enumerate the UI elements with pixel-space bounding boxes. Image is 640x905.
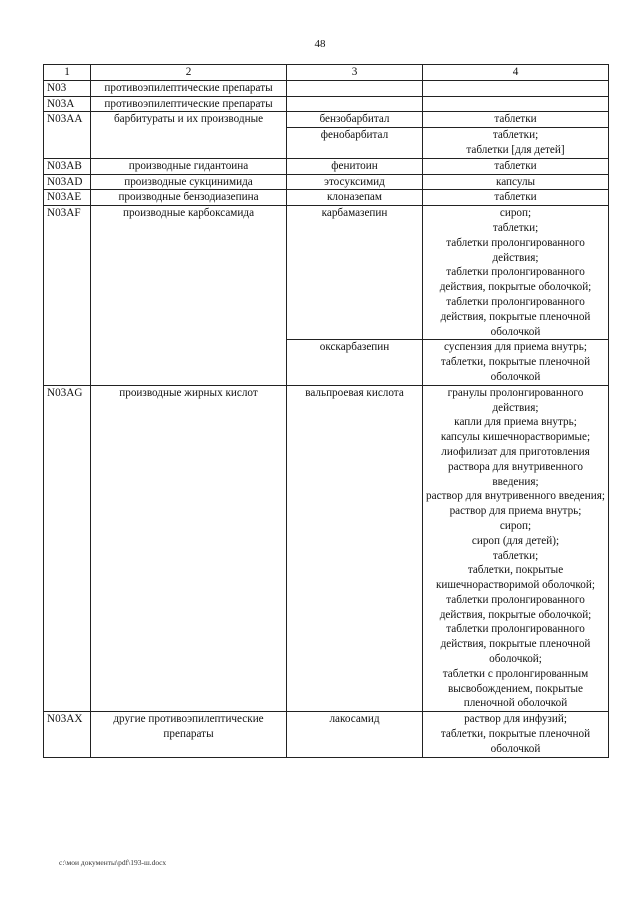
dosage-form: таблетки пролонгированного действия, покрытые пленочной оболочкой; [440, 623, 591, 666]
dosage-form: таблетки; [492, 221, 539, 234]
dosage-form: таблетки; [492, 549, 539, 562]
dosage-form: капсулы кишечнорастворимые; [440, 431, 591, 444]
group-name: производные карбоксамида [91, 206, 287, 386]
dosage-forms [423, 206, 609, 340]
atc-code: N03AE [44, 190, 91, 206]
atc-code: N03 [44, 80, 91, 96]
dosage-form: таблетки пролонгированного действия, покрытые оболочкой; [439, 266, 592, 294]
dosage-form: таблетки [494, 191, 537, 204]
dosage-forms [423, 190, 609, 206]
dosage-form: капсулы [495, 175, 536, 188]
dosage-form: раствор для внутривенного введения; раствор для приема внутрь; [426, 490, 605, 518]
drug-name: окскарбазепин [287, 340, 423, 385]
table-header-row [44, 65, 609, 81]
column-header: 2 [91, 65, 287, 81]
table-row [44, 112, 609, 128]
drug-name: вальпроевая кислота [287, 385, 423, 712]
drug-table [43, 64, 609, 758]
dosage-form: таблетки, покрытые кишечнорастворимой оболочкой; [436, 564, 595, 592]
dosage-form: таблетки, покрытые пленочной оболочкой [440, 356, 591, 383]
dosage-form: таблетки пролонгированного действия, покрытые пленочной оболочкой [440, 295, 591, 338]
dosage-form: гранулы пролонгированного действия; [447, 386, 584, 414]
dosage-forms [423, 712, 609, 757]
dosage-form: капли для приема внутрь; [454, 416, 577, 429]
dosage-form: таблетки; [492, 129, 539, 142]
group-name: противоэпилептические препараты [91, 96, 287, 112]
table-body [44, 65, 609, 758]
group-name: противоэпилептические препараты [91, 80, 287, 96]
dosage-form: таблетки, покрытые пленочной оболочкой [440, 728, 591, 755]
column-header: 4 [423, 65, 609, 81]
dosage-form: суспензия для приема внутрь; [444, 341, 587, 354]
column-header: 1 [44, 65, 91, 81]
table-row [44, 80, 609, 96]
table-row [44, 174, 609, 190]
drug-name: фенобарбитал [287, 128, 423, 159]
dosage-forms [423, 128, 609, 159]
dosage-forms [423, 80, 609, 96]
dosage-form: таблетки пролонгированного действия, покрытые оболочкой; [439, 593, 592, 621]
dosage-form: лиофилизат для приготовления раствора для внутривенного введения; [441, 445, 590, 488]
group-name: производные бензодиазепина [91, 190, 287, 206]
drug-name: этосуксимид [287, 174, 423, 190]
dosage-form: сироп; [499, 519, 532, 532]
drug-name [287, 80, 423, 96]
group-name: производные гидантоина [91, 158, 287, 174]
atc-code: N03AB [44, 158, 91, 174]
dosage-forms [423, 96, 609, 112]
file-path-footer: c:\мои документы\pdf\193-ш.docx [59, 858, 167, 867]
dosage-form: таблетки с пролонгированным высвобождением, покрытые пленочной оболочкой [442, 667, 589, 710]
dosage-form: таблетки [494, 113, 537, 126]
dosage-form: сироп (для детей); [471, 534, 560, 547]
page-number: 48 [314, 38, 326, 50]
atc-code: N03AF [44, 206, 91, 386]
atc-code: N03AD [44, 174, 91, 190]
atc-code: N03A [44, 96, 91, 112]
table-row [44, 206, 609, 340]
dosage-forms [423, 340, 609, 385]
table-row [44, 96, 609, 112]
dosage-form: раствор для инфузий; [464, 713, 567, 726]
dosage-forms [423, 158, 609, 174]
atc-code: N03AX [44, 712, 91, 757]
drug-name [287, 96, 423, 112]
table-row [44, 385, 609, 712]
column-header: 3 [287, 65, 423, 81]
table-row [44, 158, 609, 174]
atc-code: N03AA [44, 112, 91, 158]
drug-name: лакосамид [287, 712, 423, 757]
dosage-forms [423, 385, 609, 712]
drug-name: бензобарбитал [287, 112, 423, 128]
drug-name: карбамазепин [287, 206, 423, 340]
dosage-form: таблетки [494, 159, 537, 172]
group-name: другие противоэпилептические препараты [91, 712, 287, 757]
dosage-forms [423, 112, 609, 128]
table-row [44, 712, 609, 757]
atc-code: N03AG [44, 385, 91, 712]
drug-name: клоназепам [287, 190, 423, 206]
group-name: барбитураты и их производные [91, 112, 287, 158]
table-row [44, 190, 609, 206]
group-name: производные жирных кислот [91, 385, 287, 712]
dosage-form: сироп; [499, 207, 532, 220]
dosage-forms [423, 174, 609, 190]
dosage-form: таблетки [для детей] [466, 143, 565, 156]
group-name: производные сукцинимида [91, 174, 287, 190]
drug-name: фенитоин [287, 158, 423, 174]
dosage-form: таблетки пролонгированного действия; [446, 236, 585, 264]
